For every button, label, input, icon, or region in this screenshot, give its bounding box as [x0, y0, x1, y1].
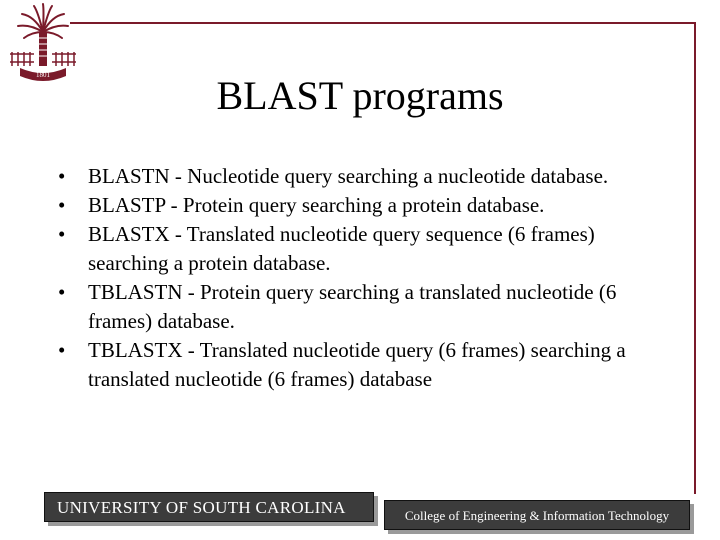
bullet-dot: • — [58, 338, 66, 362]
bullet-dot: • — [58, 280, 66, 304]
frame-top-line — [70, 22, 696, 24]
bullet-item — [58, 220, 678, 278]
bullet-text: BLASTN - Nucleotide query searching a nucleotide database. — [88, 164, 609, 188]
bullet-text: BLASTX - Translated nucleotide query sequence (6 frames) searching a protein database. — [88, 222, 595, 275]
bullet-dot: • — [58, 222, 66, 246]
bullet-item — [58, 162, 678, 191]
bullet-text: TBLASTN - Protein query searching a translated nucleotide (6 frames) database. — [88, 280, 617, 333]
bullet-item — [58, 278, 678, 336]
footer-college-banner: College of Engineering & Information Technology — [384, 500, 690, 530]
bullet-item — [58, 191, 678, 220]
bullet-list — [58, 162, 678, 394]
logo-year: 1801 — [36, 71, 50, 79]
footer-university-banner: UNIVERSITY OF SOUTH CAROLINA — [44, 492, 374, 522]
bullet-dot: • — [58, 193, 66, 217]
bullet-text: TBLASTX - Translated nucleotide query (6 frames) searching a translated nucleotide (6 frames) database — [88, 338, 626, 391]
bullet-item — [58, 336, 678, 394]
bullet-text: BLASTP - Protein query searching a protein database. — [88, 193, 545, 217]
slide-title: BLAST programs — [216, 73, 504, 118]
bullet-dot: • — [58, 164, 66, 188]
